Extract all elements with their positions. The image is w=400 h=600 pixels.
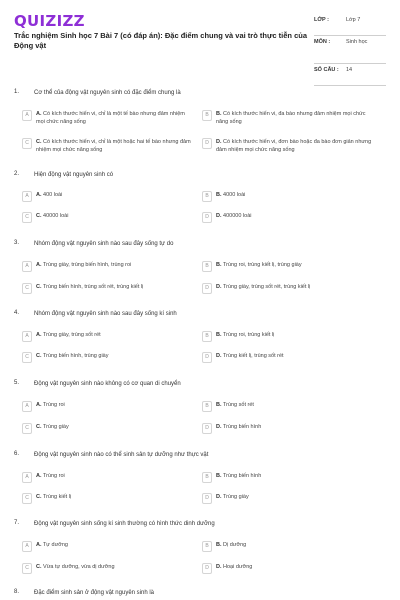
option-text: Trùng sốt rét [222,402,254,408]
option-key: D. [216,213,222,219]
meta-count-value: 14 [346,67,353,73]
option-text: Trùng biến hình [222,424,262,430]
option-key: A. [36,262,42,268]
option-text: Trùng kiết lị [42,494,72,500]
option-letter: B [202,261,212,272]
question-text: Nhóm động vật nguyên sinh nào sau đây sống kí sinh [34,311,177,317]
option-text: Dị dưỡng [223,542,247,548]
option-text: Trùng giày, trùng sốt rét [42,332,101,338]
option-text: Có kích thước hiển vi, chỉ là một tế bào nhưng đảm nhiệm mọi chức năng sống [36,111,185,125]
question-text: Động vật nguyên sinh sống kí sinh thường có hình thức dinh dưỡng [34,521,215,527]
question-number: 3. [14,240,20,246]
option-key: C. [36,353,42,359]
question-number: 8. [14,589,20,595]
option-text: Trùng giày, trùng biến hình, trùng roi [42,262,132,268]
option-text: Trùng giày, trùng sốt rét, trùng kiết lị [222,284,311,290]
option-letter: B [202,472,212,483]
worksheet-title: Trắc nghiệm Sinh học 7 Bài 7 (có đáp án): Đặc điểm chung và vai trò thực tiễn của Động vật [14,31,307,50]
option-text: Trùng giày [222,494,249,500]
meta-subject-label: MÔN : [314,39,331,45]
option-text: Có kích thước hiển vi, chỉ là một hoặc hai tế bào nhưng đảm nhiệm mọi chức năng sống [36,139,191,153]
option-letter: A [22,541,32,552]
option-letter: A [22,191,32,202]
meta-class [314,14,386,36]
option-letter: D [202,352,212,363]
option-letter: A [22,401,32,412]
option-letter: D [202,493,212,504]
option-text: Hoại dưỡng [223,564,253,570]
option-text: Trùng biến hình [222,473,262,479]
option-key: D. [216,284,222,290]
option-key: A. [36,332,42,338]
worksheet-meta [314,14,386,86]
option-key: A. [36,473,42,479]
meta-class-label: LỚP : [314,17,329,23]
option-key: A. [36,402,42,408]
option-text: Có kích thước hiển vi, đa bào nhưng đảm nhiệm mọi chức năng sống [216,111,366,125]
option-text: 4000 loài [223,192,246,198]
question-text: Nhóm động vật nguyên sinh nào sau đây sống tự do [34,241,174,247]
option-text: Trùng roi [42,402,65,408]
option-key: D. [216,564,222,570]
option-key: C. [36,494,42,500]
option-letter: B [202,331,212,342]
question-number: 7. [14,520,20,526]
option-key: C. [36,284,42,290]
question-text: Hiện động vật nguyên sinh có [34,172,114,178]
option-text: Tự dưỡng [42,542,68,548]
question-number: 6. [14,451,20,457]
question-text: Động vật nguyên sinh nào có thể sinh sản tự dưỡng như thực vật [34,452,209,458]
question-text: Đặc điểm sinh sản ở động vật nguyên sinh là [34,590,155,596]
meta-subject-value: Sinh học [346,39,368,45]
option-key: D. [216,353,222,359]
option-letter: D [202,283,212,294]
option-key: D. [216,494,222,500]
option-key: B. [216,111,222,117]
option-key: C. [36,564,42,570]
option-text: 400 loài [43,192,63,198]
meta-count [314,64,386,86]
option-letter: B [202,401,212,412]
option-letter: B [202,191,212,202]
option-key: A. [36,192,42,198]
option-letter: B [202,110,212,121]
question-number: 2. [14,171,20,177]
question-number: 5. [14,380,20,386]
option-text: Trùng roi [42,473,65,479]
option-letter: C [22,423,32,434]
question-number: 1. [14,89,20,95]
option-letter: A [22,331,32,342]
option-letter: A [22,261,32,272]
option-text: Vừa tự dưỡng, vừa dị dưỡng [43,564,115,570]
option-key: C. [36,213,42,219]
option-letter: B [202,541,212,552]
option-key: D. [216,139,222,145]
option-letter: D [202,423,212,434]
option-key: B. [216,332,222,338]
option-key: C. [36,424,42,430]
option-letter: D [202,563,212,574]
option-text: Trùng biến hình, trùng giày [42,353,109,359]
option-letter: C [22,138,32,149]
option-letter: D [202,138,212,149]
question-text: Động vật nguyên sinh nào không có cơ quan di chuyển [34,381,181,387]
option-letter: A [22,110,32,121]
meta-subject [314,36,386,64]
option-text: 40000 loài [43,213,69,219]
option-key: D. [216,424,222,430]
option-letter: C [22,493,32,504]
option-text: Trùng giày [42,424,69,430]
option-text: 400000 loài [223,213,252,219]
meta-count-label: SỐ CÂU : [314,67,339,73]
option-key: B. [216,262,222,268]
option-key: A. [36,542,42,548]
option-text: Trùng biến hình, trùng sốt rét, trùng kiết lị [42,284,144,290]
option-text: Trùng roi, trùng kiết lị, trùng giày [222,262,302,268]
meta-class-value: Lớp 7 [346,17,361,23]
question-number: 4. [14,310,20,316]
option-letter: A [22,472,32,483]
option-letter: C [22,352,32,363]
option-text: Trùng roi, trùng kiết lị [222,332,275,338]
option-key: B. [216,402,222,408]
quizizz-logo: QUIZIZZ [14,12,85,30]
option-key: B. [216,542,222,548]
option-text: Có kích thước hiển vi, đơn bào hoặc đa bào đơn giản nhưng đảm nhiệm mọi chức năng sống [216,139,372,153]
option-key: A. [36,111,42,117]
option-letter: C [22,563,32,574]
option-key: B. [216,192,222,198]
question-text: Cơ thể của động vật nguyên sinh có đặc điểm chung là [34,90,181,96]
option-key: C. [36,139,42,145]
option-key: B. [216,473,222,479]
option-letter: C [22,212,32,223]
option-letter: D [202,212,212,223]
option-text: Trùng kiết lị, trùng sốt rét [222,353,284,359]
option-letter: C [22,283,32,294]
